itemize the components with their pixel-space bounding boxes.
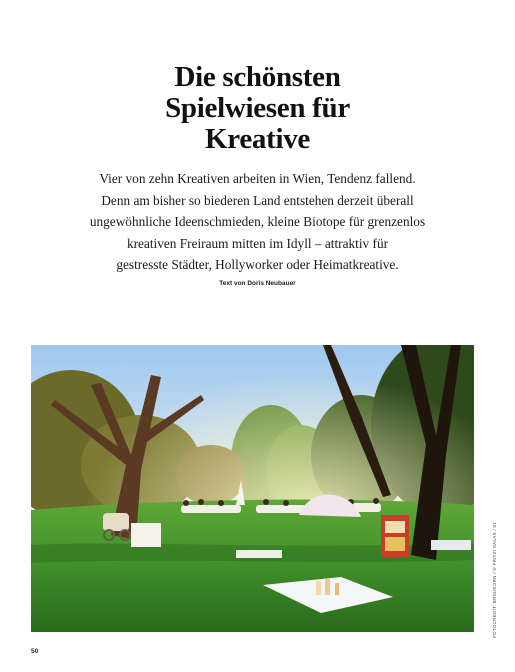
lead-line-4: kreativen Freiraum mitten im Idyll – attraktiv für <box>126 235 389 251</box>
photo-credit: FOTOCREDIT: BRIGIKORN / © FRITZI SALAS / 01 <box>492 521 497 638</box>
headline-line-2: Spielwiesen für <box>165 92 350 124</box>
headline-line-3: Kreative <box>205 123 310 155</box>
photo-illustration <box>31 345 474 632</box>
author-byline: Text von Doris Neubauer <box>219 280 296 287</box>
lead-line-3: ungewöhnliche Ideenschmieden, kleine Biotope für grenzenlos <box>89 214 426 229</box>
page-number: 50 <box>31 648 39 655</box>
lead-line-5: gestresste Städter, Hollyworker oder Heimatkreative. <box>116 257 399 272</box>
lead-line-1: Vier von zehn Kreativen arbeiten in Wien, Tendenz fallend. <box>99 171 416 186</box>
headline-line-1: Die schönsten <box>174 61 341 93</box>
article-lead <box>40 168 475 276</box>
article-headline <box>0 62 515 155</box>
lead-line-2: Denn am bisher so biederen Land entstehen derzeit überall <box>101 192 414 208</box>
park-meadow-photo <box>31 345 474 632</box>
